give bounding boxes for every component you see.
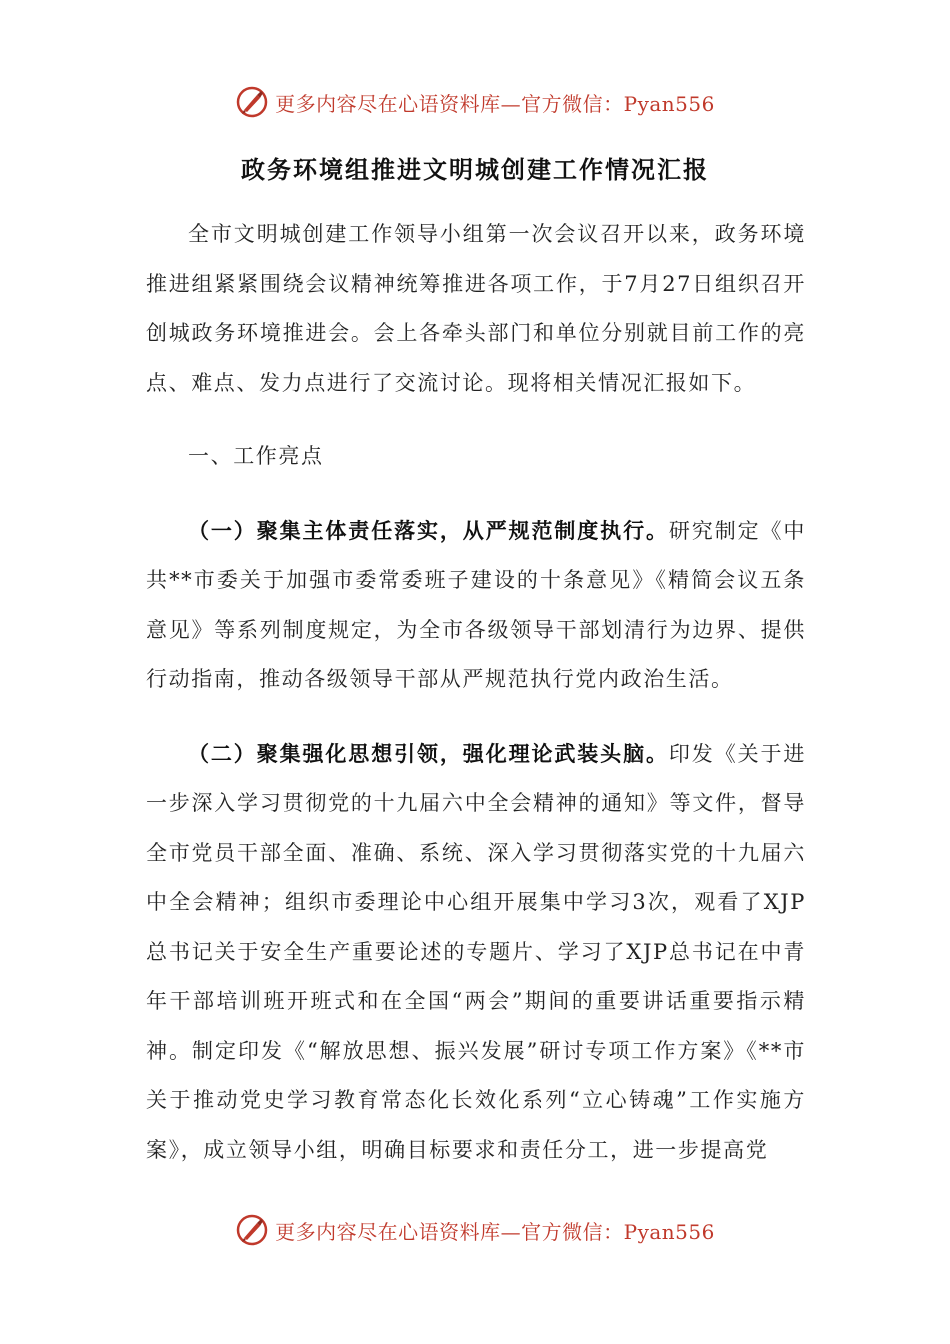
pen-logo-icon xyxy=(235,1213,269,1247)
paragraph-item-2 xyxy=(146,729,806,1176)
intro-paragraph: 全市文明城创建工作领导小组第一次会议召开以来，政务环境推进组紧紧围绕会议精神统筹推进各项工作，于7月27日组织召开创城政务环境推进会。会上各牵头部门和单位分别就目前工作的亮点、难点、发力点进行了交流讨论。现将相关情况汇报如下。 xyxy=(146,222,806,395)
item-2-lead: （二）聚集强化思想引领，强化理论武装头脑。 xyxy=(188,740,669,766)
item-2-body: 印发《关于进一步深入学习贯彻党的十九届六中全会精神的通知》等文件，督导全市党员干部全面、准确、系统、深入学习贯彻落实党的十九届六中全会精神；组织市委理论中心组开展集中学习3次，观看了XJP总书记关于安全生产重要论述的专题片、学习了XJP总书记在中青年干部培训班开班式和在全国“两会”期间的重要讲话重要指示精神。制定印发《“解放思想、振兴发展”研讨专项工作方案》《**市关于推动党史学习教育常态化长效化系列“立心铸魂”工作实施方案》，成立领导小组，明确目标要求和责任分工，进一步提高党 xyxy=(146,741,806,1162)
banner-text: 更多内容尽在心语资料库—官方微信：Pyan556 xyxy=(275,91,715,116)
header-banner xyxy=(0,82,950,122)
page-title: 政务环境组推进文明城创建工作情况汇报 xyxy=(241,155,709,184)
document-body xyxy=(146,210,806,1199)
footer-banner xyxy=(0,1210,950,1250)
pen-logo-icon xyxy=(235,85,269,119)
banner-text: 更多内容尽在心语资料库—官方微信：Pyan556 xyxy=(275,1219,715,1244)
item-1-body: 研究制定《中共**市委关于加强市委常委班子建设的十条意见》《精简会议五条意见》等系列制度规定，为全市各级领导干部划清行为边界、提供行动指南，推动各级领导干部从严规范执行党内政治生活。 xyxy=(146,518,806,691)
section-heading: 一、工作亮点 xyxy=(188,444,324,468)
item-1-lead: （一）聚集主体责任落实，从严规范制度执行。 xyxy=(188,517,669,543)
paragraph-item-1 xyxy=(146,506,806,705)
